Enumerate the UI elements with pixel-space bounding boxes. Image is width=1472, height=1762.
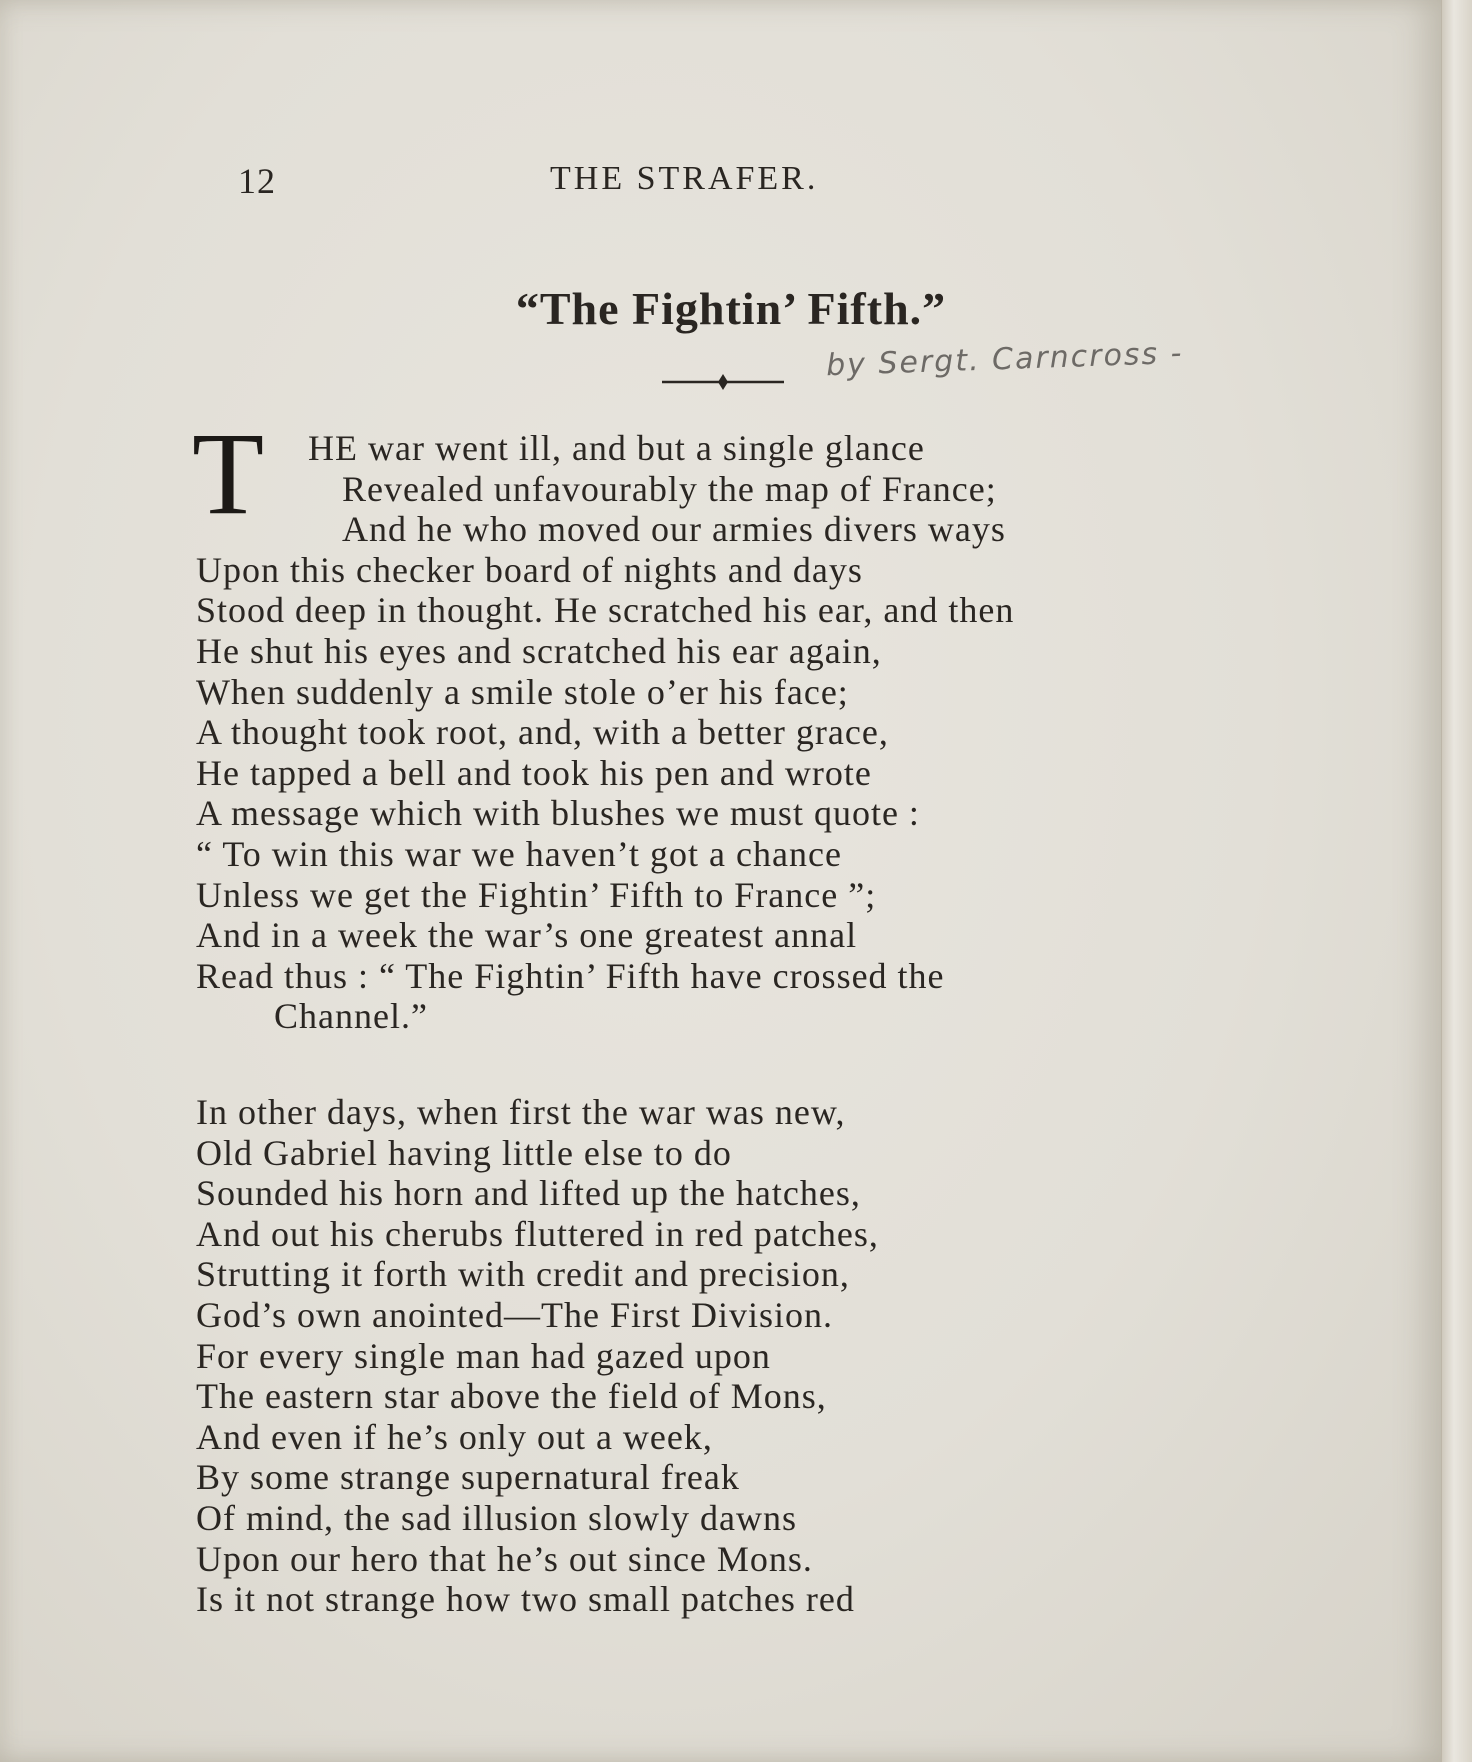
poem-line: A thought took root, and, with a better grace, [196, 712, 889, 753]
poem-line: When suddenly a smile stole o’er his face; [196, 671, 849, 712]
poem-line: A message which with blushes we must quote : [196, 793, 920, 834]
poem-line: “ To win this war we haven’t got a chance [196, 833, 842, 874]
poem-line: Read thus : “ The Fightin’ Fifth have crossed the [196, 955, 945, 996]
poem-line: And even if he’s only out a week, [196, 1416, 713, 1457]
poem-line: Sounded his horn and lifted up the hatches, [196, 1173, 861, 1214]
poem-line: Of mind, the sad illusion slowly dawns [196, 1497, 797, 1538]
poem-line: Upon our hero that he’s out since Mons. [196, 1538, 813, 1579]
running-head: THE STRAFER. [550, 160, 819, 197]
poem-line: HE war went ill, and but a single glance [308, 428, 925, 468]
poem-line: Old Gabriel having little else to do [196, 1132, 732, 1173]
stanza-2 [196, 1092, 1246, 1620]
page-edge [1441, 0, 1472, 1762]
handwritten-attribution: by Sergt. Carncross - [825, 335, 1185, 384]
poem-line: Channel.” [274, 996, 428, 1037]
poem-line: God’s own anointed—The First Division. [196, 1294, 833, 1335]
poem-line: Stood deep in thought. He scratched his ear, and then [196, 590, 1015, 631]
rule-with-diamond-icon [662, 372, 784, 392]
stanza-1 [192, 408, 1246, 1037]
poem-line: Strutting it forth with credit and precision, [196, 1254, 850, 1295]
poem-line: In other days, when first the war was new, [196, 1092, 846, 1132]
poem-line: Upon this checker board of nights and days [196, 549, 863, 590]
page-header [0, 160, 1442, 200]
poem-line: He tapped a bell and took his pen and wrote [196, 752, 872, 793]
poem-line: And out his cherubs fluttered in red patches, [196, 1213, 879, 1254]
poem-line: Revealed unfavourably the map of France; [342, 468, 997, 509]
poem-line: By some strange supernatural freak [196, 1457, 740, 1498]
poem-line: For every single man had gazed upon [196, 1335, 771, 1376]
drop-cap: T [192, 408, 266, 539]
poem-line: He shut his eyes and scratched his ear again, [196, 630, 882, 671]
poem-title: “The Fightin’ Fifth.” [515, 283, 947, 334]
poem-line: And in a week the war’s one greatest annal [196, 915, 858, 956]
page-number: 12 [238, 161, 276, 201]
poem-line: Unless we get the Fightin’ Fifth to France ”; [196, 874, 877, 915]
poem-line: And he who moved our armies divers ways [342, 509, 1006, 550]
poem-line: Is it not strange how two small patches red [196, 1579, 855, 1620]
poem-line: The eastern star above the field of Mons, [196, 1376, 827, 1417]
